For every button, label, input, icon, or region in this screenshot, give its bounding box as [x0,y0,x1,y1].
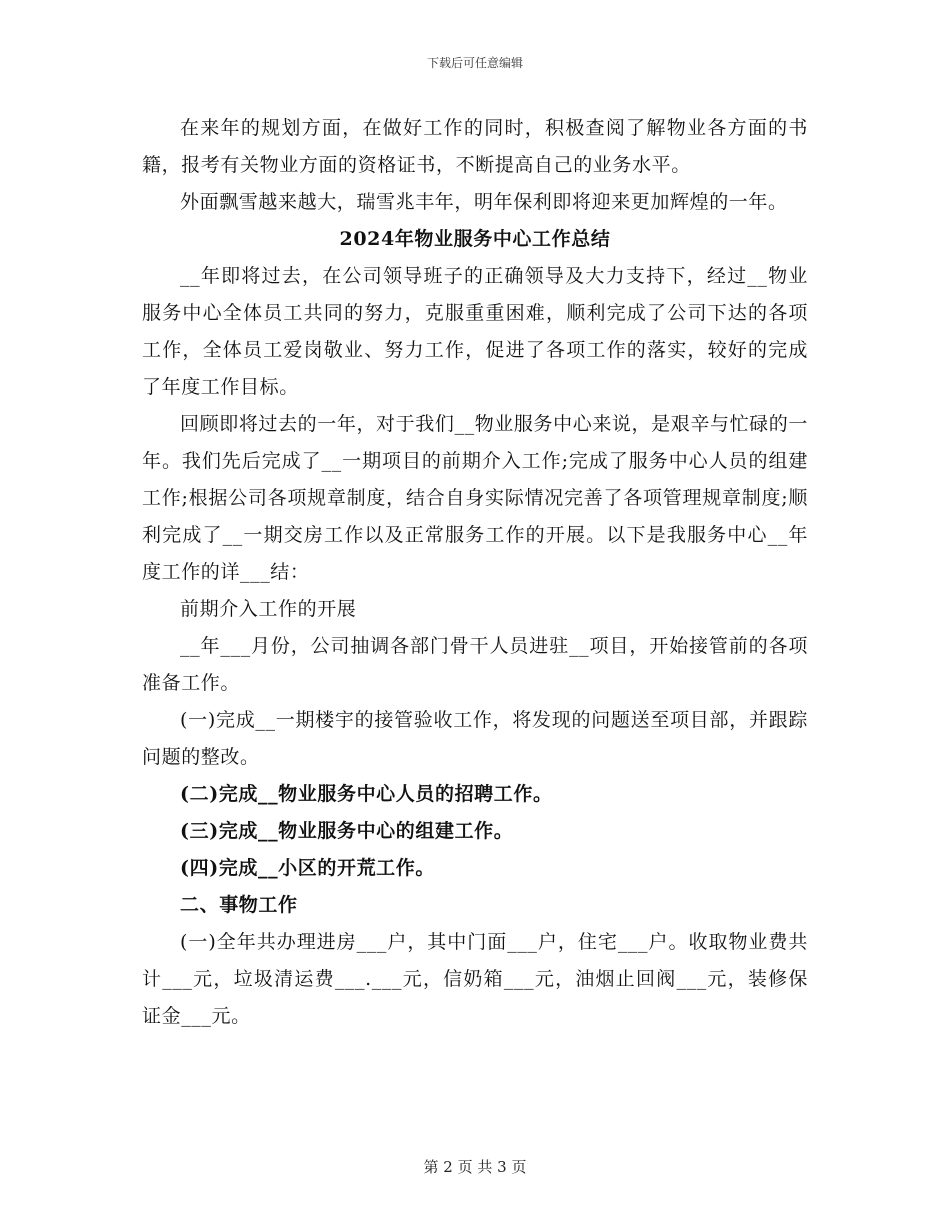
paragraph: 在来年的规划方面，在做好工作的同时，积极查阅了解物业各方面的书籍，报考有关物业方面的资格证书，不断提高自己的业务水平。 [142,117,808,176]
paragraph: __年即将过去，在公司领导班子的正确领导及大力支持下，经过__物业服务中心全体员工共同的努力，克服重重困难，顺利完成了公司下达的各项工作，全体员工爱岗敬业、努力工作，促进了各项工作的落实，较好的完成了年度工作目标。 [142,265,808,398]
paragraph: 前期介入工作的开展 [180,598,357,620]
bold-item: (三)完成__物业服务中心的组建工作。 [180,820,514,842]
paragraph: 回顾即将过去的一年，对于我们__物业服务中心来说，是艰辛与忙碌的一年。我们先后完成了__一期项目的前期介入工作;完成了服务中心人员的组建工作;根据公司各项规章制度，结合自身实际情况完善了各项管理规章制度;顺利完成了__一期交房工作以及正常服务工作的开展。以下是我服务中心__年度工作的详___结： [142,413,808,583]
document-title: 2024年物业服务中心工作总结 [339,228,611,250]
page-header: 下载后可任意编辑 [426,56,523,70]
page-footer: 第 2 页 共 3 页 [423,1158,527,1176]
paragraph: (一)完成__一期楼宇的接管验收工作，将发现的问题送至项目部，并跟踪问题的整改。 [142,709,808,768]
paragraph: __年___月份，公司抽调各部门骨干人员进驻__项目，开始接管前的各项准备工作。 [142,635,808,694]
paragraph: (一)全年共办理进房___户，其中门面___户，住宅___户。收取物业费共计___元，垃圾清运费___.___元，信奶箱___元，油烟止回阀___元，装修保证金___元。 [142,931,808,1027]
bold-item: (四)完成__小区的开荒工作。 [180,857,435,879]
bold-item: (二)完成__物业服务中心人员的招聘工作。 [180,783,553,805]
paragraph: 外面飘雪越来越大，瑞雪兆丰年，明年保利即将迎来更加辉煌的一年。 [180,191,788,213]
section-heading: 二、事物工作 [180,894,298,916]
document-body [142,110,808,1035]
